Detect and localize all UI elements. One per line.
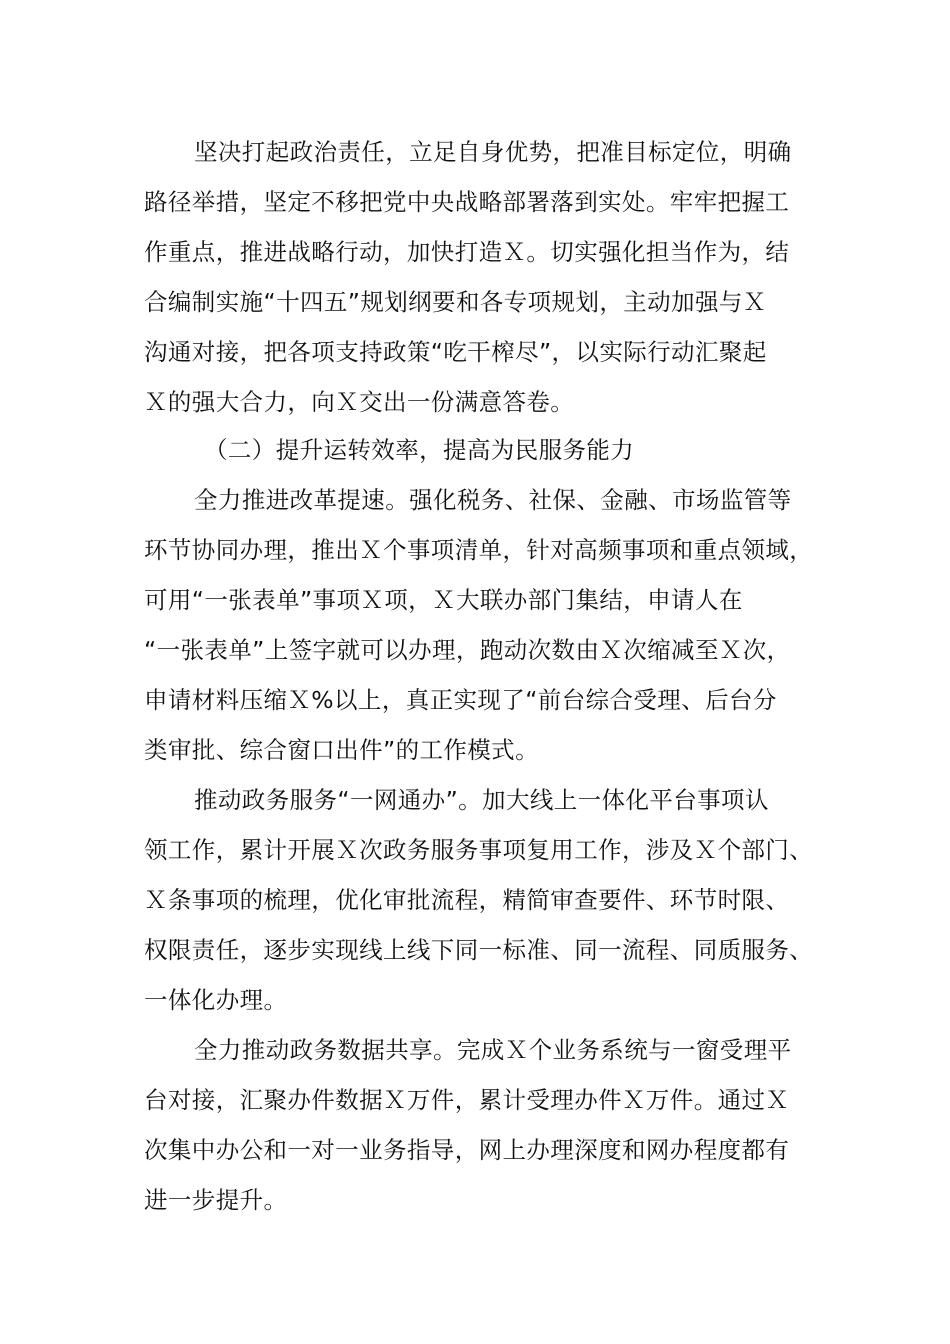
paragraph-1-line-2: 路径举措，坚定不移把党中央战略部署落到实处。牢牢把握工 [144,188,790,216]
paragraph-2-line-4: “一张表单”上签字就可以办理，跑动次数由Ｘ次缩减至Ｘ次， [144,636,791,664]
paragraph-3-line-3: Ｘ条事项的梳理，优化审批流程，精简审查要件、环节时限、 [144,886,790,914]
paragraph-1-line-6: Ｘ的强大合力，向Ｘ交出一份满意答卷。 [144,388,575,416]
paragraph-3-line-2: 领工作，累计开展Ｘ次政务服务事项复用工作，涉及Ｘ个部门、 [144,836,814,864]
paragraph-2-line-2: 环节协同办理，推出Ｘ个事项清单，针对高频事项和重点领域， [144,536,814,564]
paragraph-4-line-4: 进一步提升。 [144,1186,288,1214]
paragraph-1-line-3: 作重点，推进战略行动，加快打造Ｘ。切实强化担当作为，结 [144,238,790,266]
paragraph-1-line-4: 合编制实施“十四五”规划纲要和各专项规划，主动加强与Ｘ [144,288,767,316]
paragraph-3-line-5: 一体化办理。 [144,986,288,1014]
paragraph-4-line-1: 全力推动政务数据共享。完成Ｘ个业务系统与一窗受理平 [194,1036,792,1064]
paragraph-4-line-2: 台对接，汇聚办件数据Ｘ万件，累计受理办件Ｘ万件。通过Ｘ [144,1086,790,1114]
paragraph-2-line-1: 全力推进改革提速。强化税务、社保、金融、市场监管等 [194,486,792,514]
paragraph-3-line-1: 推动政务服务“一网通办”。加大线上一体化平台事项认 [194,786,769,814]
paragraph-2-line-5: 申请材料压缩Ｘ%以上，真正实现了“前台综合受理、后台分 [144,686,777,714]
section-heading: （二）提升运转效率，提高为民服务能力 [204,436,635,464]
paragraph-1-line-5: 沟通对接，把各项支持政策“吃干榨尽”，以实际行动汇聚起 [144,338,767,366]
paragraph-4-line-3: 次集中办公和一对一业务指导，网上办理深度和网办程度都有 [144,1136,790,1164]
paragraph-2-line-6: 类审批、综合窗口出件”的工作模式。 [144,736,539,764]
paragraph-2-line-3: 可用“一张表单”事项Ｘ项，Ｘ大联办部门集结，申请人在 [144,586,743,614]
paragraph-1-line-1: 坚决打起政治责任，立足自身优势，把准目标定位，明确 [194,138,792,166]
paragraph-3-line-4: 权限责任，逐步实现线上线下同一标准、同一流程、同质服务、 [144,936,814,964]
